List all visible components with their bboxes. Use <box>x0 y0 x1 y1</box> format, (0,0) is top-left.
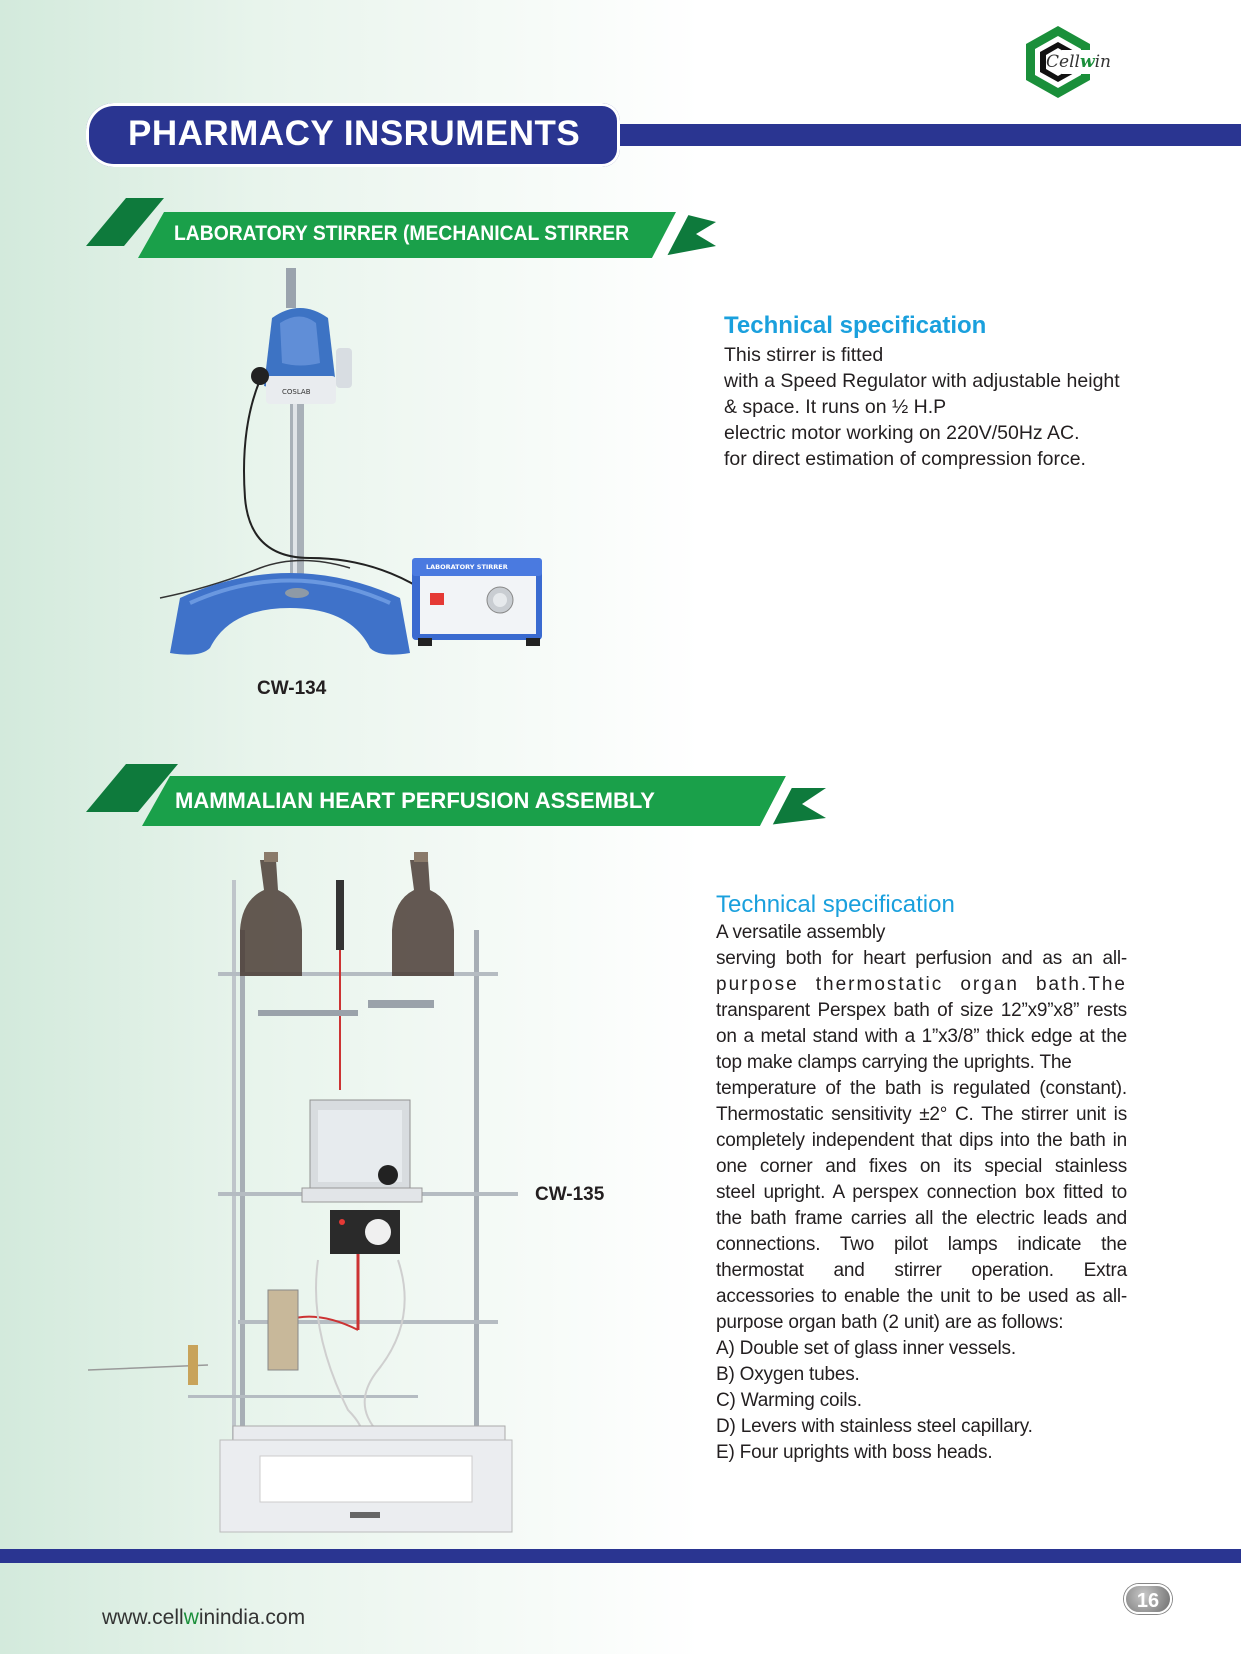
spec-line: completely independent that dips into the bath in <box>716 1130 1127 1151</box>
page-title: PHARMACY INSRUMENTS <box>128 114 581 153</box>
spec-line: B) Oxygen tubes. <box>716 1364 860 1385</box>
spec-line: transparent Perspex bath of size 12”x9”x8” rests <box>716 1000 1127 1021</box>
spec-heading-perfusion: Technical specification <box>716 891 955 918</box>
spec-line: temperature of the bath is regulated (constant). <box>716 1078 1127 1099</box>
spec-line: steel upright. A perspex connection box fitted to <box>716 1182 1127 1203</box>
spec-line: the bath frame carries all the electric leads and <box>716 1208 1127 1229</box>
spec-line: serving both for heart perfusion and as an all- <box>716 948 1127 969</box>
section-title-perfusion: MAMMALIAN HEART PERFUSION ASSEMBLY <box>175 788 655 813</box>
spec-line: purpose organ bath (2 unit) are as follows: <box>716 1312 1064 1333</box>
spec-line: accessories to enable the unit to be used as all- <box>716 1286 1127 1307</box>
spec-heading-stirrer: Technical specification <box>724 312 987 339</box>
spec-line: top make clamps carrying the uprights. The <box>716 1052 1072 1073</box>
spec-line: A versatile assembly <box>716 922 886 943</box>
laboratory-stirrer-image <box>150 268 590 688</box>
header-rule <box>590 124 1241 146</box>
device-brand-label: COSLAB <box>282 388 311 396</box>
device-panel-label: LABORATORY STIRRER <box>426 563 508 571</box>
spec-line: electric motor working on 220V/50Hz AC. <box>724 422 1080 444</box>
spec-line: with a Speed Regulator with adjustable height <box>724 370 1120 392</box>
spec-line: connections. Two pilot lamps indicate the <box>716 1234 1127 1255</box>
model-number-stirrer: CW-134 <box>257 678 327 699</box>
spec-body-stirrer <box>724 342 1120 472</box>
spec-line: & space. It runs on ½ H.P <box>724 396 947 418</box>
spec-line: thermostat and stirrer operation. Extra <box>716 1260 1127 1281</box>
spec-line: Thermostatic sensitivity ±2° C. The stirrer unit is <box>716 1104 1127 1125</box>
page-number: 16 <box>1124 1584 1172 1614</box>
cellwin-logo <box>1018 22 1138 102</box>
website-url[interactable]: www.cellwinindia.com <box>102 1606 306 1629</box>
spec-line: E) Four uprights with boss heads. <box>716 1442 993 1463</box>
footer-rule <box>0 1549 1241 1563</box>
spec-line: D) Levers with stainless steel capillary. <box>716 1416 1033 1437</box>
spec-body-perfusion <box>716 920 1127 1466</box>
spec-line: C) Warming coils. <box>716 1390 862 1411</box>
heart-perfusion-assembly-image <box>88 850 518 1540</box>
section-title-stirrer: LABORATORY STIRRER (MECHANICAL STIRRER <box>174 222 630 245</box>
spec-line: This stirrer is fitted <box>724 344 884 366</box>
model-number-perfusion: CW-135 <box>535 1184 605 1205</box>
spec-line: A) Double set of glass inner vessels. <box>716 1338 1016 1359</box>
logo-text: Cellwin <box>1046 52 1111 72</box>
spec-line: for direct estimation of compression force. <box>724 448 1086 470</box>
spec-line: one corner and fixes on its special stainless <box>716 1156 1127 1177</box>
spec-line: on a metal stand with a 1”x3/8” thick edge at the <box>716 1026 1127 1047</box>
spec-line: purpose thermostatic organ bath.The <box>716 974 1127 995</box>
